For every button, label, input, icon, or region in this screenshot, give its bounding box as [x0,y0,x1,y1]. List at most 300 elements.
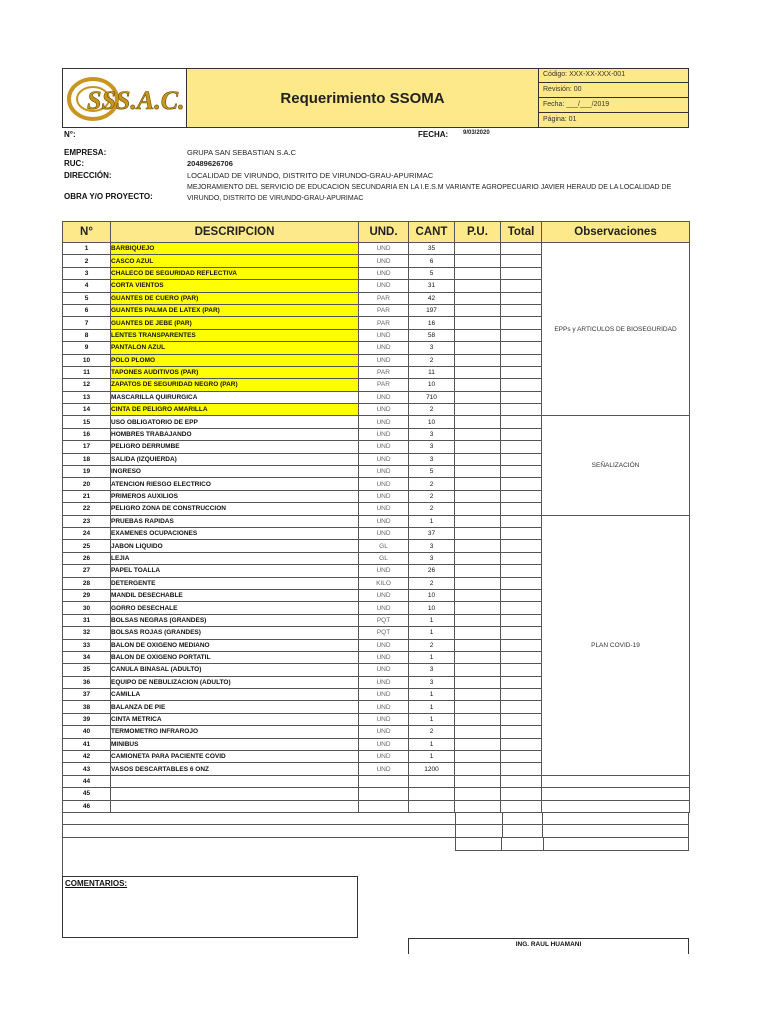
row-total [501,490,542,502]
row-unit-price [455,280,501,292]
row-unit: UND [359,280,409,292]
row-total [501,416,542,428]
row-unit-price [455,416,501,428]
row-quantity: 2 [409,503,455,515]
row-quantity: 197 [409,304,455,316]
row-description [111,800,359,812]
row-description: PELIGRO DERRUMBE [111,441,359,453]
row-total [501,391,542,403]
row-quantity: 26 [409,565,455,577]
table-row [63,515,690,527]
col-header-observations: Observaciones [542,222,690,243]
table-row [63,243,690,255]
company-logo [62,68,187,128]
row-description: PRUEBAS RAPIDAS [111,515,359,527]
row-description: ATENCION RIESGO ELECTRICO [111,478,359,490]
row-number: 16 [63,428,111,440]
row-unit: PQT [359,627,409,639]
ruc-value: 20489626706 [187,159,233,168]
row-total [501,540,542,552]
row-total [501,255,542,267]
signature-box [408,938,689,954]
requirements-table [62,221,690,813]
row-total [501,453,542,465]
row-description: PRIMEROS AUXILIOS [111,490,359,502]
row-unit-price [455,701,501,713]
row-quantity: 1 [409,701,455,713]
row-number: 32 [63,627,111,639]
row-number: 21 [63,490,111,502]
row-quantity: 3 [409,676,455,688]
fecha-label: FECHA: [418,130,449,139]
row-total [501,775,542,787]
row-quantity: 35 [409,243,455,255]
row-unit-price [455,577,501,589]
row-unit-price [455,391,501,403]
row-description [111,775,359,787]
row-number: 22 [63,503,111,515]
row-total [501,354,542,366]
row-quantity [409,775,455,787]
row-description: PANTALON AZUL [111,342,359,354]
row-quantity: 3 [409,540,455,552]
row-total [501,689,542,701]
row-unit-price [455,453,501,465]
row-quantity: 3 [409,552,455,564]
row-quantity: 16 [409,317,455,329]
table-row [63,800,690,812]
row-unit-price [455,552,501,564]
row-unit: UND [359,527,409,539]
row-total [501,639,542,651]
row-unit-price [455,478,501,490]
meta-page: Página: 01 [543,116,577,123]
row-unit: UND [359,589,409,601]
row-description: CORTA VIENTOS [111,280,359,292]
grand-total-cell [501,838,544,850]
row-total [501,751,542,763]
row-unit-price [455,466,501,478]
row-total [501,701,542,713]
row-unit: UND [359,490,409,502]
row-total [501,267,542,279]
row-quantity: 1 [409,627,455,639]
row-unit: UND [359,701,409,713]
row-number: 27 [63,565,111,577]
row-quantity: 6 [409,255,455,267]
row-unit-price [455,775,501,787]
row-total [501,292,542,304]
row-unit [359,788,409,800]
row-unit: GL [359,552,409,564]
row-quantity: 11 [409,366,455,378]
row-unit: PAR [359,317,409,329]
row-unit: UND [359,243,409,255]
row-unit-price [455,243,501,255]
row-unit-price [455,304,501,316]
row-unit-price [455,713,501,725]
row-description: BOLSAS ROJAS (GRANDES) [111,627,359,639]
row-unit: UND [359,354,409,366]
row-total [501,577,542,589]
row-unit-price [455,565,501,577]
row-number: 11 [63,366,111,378]
document-title: Requerimiento SSOMA [187,68,539,128]
row-number: 9 [63,342,111,354]
row-unit: UND [359,342,409,354]
row-unit-price [455,639,501,651]
row-total [501,589,542,601]
row-unit-price [455,788,501,800]
totals-row-1 [62,813,689,825]
row-description: ZAPATOS DE SEGURIDAD NEGRO (PAR) [111,379,359,391]
row-unit-price [455,354,501,366]
row-total [501,503,542,515]
row-number: 8 [63,329,111,341]
row-description: INGRESO [111,466,359,478]
row-unit-price [455,255,501,267]
row-description: MASCARILLA QUIRURGICA [111,391,359,403]
obra-value-line2: VIRUNDO, DISTRITO DE VIRUNDO-GRAU-APURIMAC [187,195,364,202]
row-number: 12 [63,379,111,391]
row-unit-price [455,379,501,391]
row-description [111,788,359,800]
table-row [63,788,690,800]
row-description: BALON DE OXIGENO MEDIANO [111,639,359,651]
row-quantity: 5 [409,466,455,478]
row-number: 28 [63,577,111,589]
row-unit: UND [359,453,409,465]
row-number: 5 [63,292,111,304]
row-unit: PAR [359,304,409,316]
row-unit: UND [359,639,409,651]
row-quantity: 2 [409,478,455,490]
row-unit: UND [359,664,409,676]
document-meta [539,68,689,128]
row-quantity: 10 [409,379,455,391]
row-description: GUANTES PALMA DE LATEX (PAR) [111,304,359,316]
row-number: 1 [63,243,111,255]
row-description: DETERGENTE [111,577,359,589]
row-unit-price [455,689,501,701]
row-observation [542,775,690,787]
totals-row-2 [62,825,689,838]
meta-code: Código: XXX-XX-XXX-001 [539,68,689,83]
row-unit-price [455,267,501,279]
empresa-label: EMPRESA: [64,148,107,157]
row-description: BALON DE OXIGENO PORTATIL [111,651,359,663]
row-quantity: 5 [409,267,455,279]
row-description: JABON LIQUIDO [111,540,359,552]
row-unit: PAR [359,292,409,304]
row-quantity: 3 [409,342,455,354]
row-quantity: 3 [409,428,455,440]
numero-label: N°: [64,130,76,139]
totals-pu-cell [455,813,503,824]
row-unit-price [455,800,501,812]
row-unit: UND [359,255,409,267]
row-total [501,428,542,440]
row-quantity: 3 [409,441,455,453]
row-number: 10 [63,354,111,366]
row-unit [359,800,409,812]
obra-value-line1: MEJORAMIENTO DEL SERVICIO DE EDUCACION SECUNDARIA EN LA I.E.S.M VARIANTE AGROPECUARIO JAVIER HERAUD DE LA LOCALIDAD DE [187,184,672,191]
row-quantity: 1200 [409,763,455,775]
row-unit: UND [359,428,409,440]
row-number: 15 [63,416,111,428]
table-body [63,243,690,813]
row-total [501,404,542,416]
row-description: BOLSAS NEGRAS (GRANDES) [111,614,359,626]
row-quantity: 1 [409,689,455,701]
row-unit: UND [359,503,409,515]
row-quantity: 1 [409,651,455,663]
row-unit-price [455,404,501,416]
row-number: 18 [63,453,111,465]
row-quantity: 2 [409,404,455,416]
col-header-unit: UND. [359,222,409,243]
row-number: 30 [63,602,111,614]
row-unit-price [455,738,501,750]
row-unit: UND [359,713,409,725]
fecha-value: 9/03/2020 [463,130,490,136]
row-unit-price [455,651,501,663]
row-unit-price [455,726,501,738]
direccion-label: DIRECCIÓN: [64,171,112,180]
row-description: CHALECO DE SEGURIDAD REFLECTIVA [111,267,359,279]
row-total [501,441,542,453]
row-number: 4 [63,280,111,292]
row-unit: PAR [359,366,409,378]
row-description: MANDIL DESECHABLE [111,589,359,601]
row-number: 42 [63,751,111,763]
row-total [501,304,542,316]
row-number: 24 [63,527,111,539]
row-unit-price [455,441,501,453]
left-border-line [62,838,63,876]
table-header-row [63,222,690,243]
row-unit-price [455,366,501,378]
col-header-number: N° [63,222,111,243]
row-unit: UND [359,404,409,416]
row-unit: GL [359,540,409,552]
row-unit-price [455,589,501,601]
row-description: BARBIQUEJO [111,243,359,255]
row-quantity: 10 [409,416,455,428]
row-quantity: 2 [409,490,455,502]
row-number: 6 [63,304,111,316]
row-unit-price [455,503,501,515]
row-unit: UND [359,416,409,428]
row-number: 25 [63,540,111,552]
row-quantity: 37 [409,527,455,539]
row-unit-price [455,540,501,552]
row-quantity: 1 [409,713,455,725]
row-total [501,565,542,577]
row-number: 38 [63,701,111,713]
totals-divider-2 [542,825,544,837]
row-unit: UND [359,466,409,478]
row-unit: UND [359,763,409,775]
obra-label: OBRA Y/O PROYECTO: [64,192,153,201]
row-total [501,366,542,378]
row-total [501,515,542,527]
row-unit: KILO [359,577,409,589]
row-unit-price [455,614,501,626]
row-number: 31 [63,614,111,626]
row-number: 3 [63,267,111,279]
row-observation: PLAN COVID-19 [542,515,690,775]
row-number: 26 [63,552,111,564]
col-header-unit-price: P.U. [455,222,501,243]
row-number: 44 [63,775,111,787]
row-total [501,627,542,639]
row-description: EXAMENES OCUPACIONES [111,527,359,539]
row-description: LENTES TRANSPARENTES [111,329,359,341]
row-unit: UND [359,391,409,403]
row-unit: UND [359,478,409,490]
totals-pu-cell-2 [455,825,503,837]
row-number: 29 [63,589,111,601]
row-observation [542,800,690,812]
meta-date: Fecha: ___/___/2019 [539,98,689,113]
row-total [501,738,542,750]
row-unit: UND [359,329,409,341]
row-number: 45 [63,788,111,800]
row-unit-price [455,428,501,440]
row-description: USO OBLIGATORIO DE EPP [111,416,359,428]
row-number: 36 [63,676,111,688]
table-row [63,416,690,428]
row-description: CAMIONETA PARA PACIENTE COVID [111,751,359,763]
row-unit-price [455,515,501,527]
row-description: HOMBRES TRABAJANDO [111,428,359,440]
row-total [501,788,542,800]
row-unit: UND [359,689,409,701]
row-quantity: 10 [409,589,455,601]
row-description: LEJIA [111,552,359,564]
row-quantity: 42 [409,292,455,304]
row-quantity: 2 [409,639,455,651]
row-number: 33 [63,639,111,651]
row-unit-price [455,292,501,304]
row-unit: UND [359,602,409,614]
row-description: GUANTES DE JEBE (PAR) [111,317,359,329]
direccion-value: LOCALIDAD DE VIRUNDO, DISTRITO DE VIRUNDO-GRAU-APURIMAC [187,171,434,180]
col-header-description: DESCRIPCION [111,222,359,243]
row-description: BALANZA DE PIE [111,701,359,713]
row-unit: UND [359,515,409,527]
ruc-label: RUC: [64,159,84,168]
comments-label: COMENTARIOS: [65,879,128,888]
row-description: CINTA DE PELIGRO AMARILLA [111,404,359,416]
row-quantity: 1 [409,515,455,527]
row-total [501,614,542,626]
totals-divider [542,813,544,824]
table-row [63,775,690,787]
row-unit: UND [359,738,409,750]
row-total [501,552,542,564]
col-header-total: Total [501,222,542,243]
logo-icon [63,69,186,127]
row-total [501,800,542,812]
row-unit: UND [359,726,409,738]
row-quantity: 1 [409,614,455,626]
row-unit-price [455,763,501,775]
row-total [501,527,542,539]
row-number: 17 [63,441,111,453]
row-number: 23 [63,515,111,527]
row-observation [542,788,690,800]
row-quantity: 1 [409,738,455,750]
row-total [501,317,542,329]
row-total [501,478,542,490]
row-unit: UND [359,565,409,577]
row-total [501,342,542,354]
row-quantity [409,800,455,812]
col-header-quantity: CANT [409,222,455,243]
row-quantity: 2 [409,726,455,738]
row-description: POLO PLOMO [111,354,359,366]
row-quantity: 710 [409,391,455,403]
row-observation: EPPs y ARTICULOS DE BIOSEGURIDAD [542,243,690,416]
row-number: 46 [63,800,111,812]
row-total [501,726,542,738]
row-unit-price [455,317,501,329]
row-number: 40 [63,726,111,738]
row-unit: UND [359,267,409,279]
row-description: GORRO DESECHALE [111,602,359,614]
row-total [501,664,542,676]
comments-box[interactable] [62,876,358,938]
row-unit-price [455,627,501,639]
row-unit-price [455,490,501,502]
row-description: CANULA BINASAL (ADULTO) [111,664,359,676]
row-unit-price [455,342,501,354]
row-number: 41 [63,738,111,750]
row-quantity: 10 [409,602,455,614]
row-quantity: 31 [409,280,455,292]
row-number: 37 [63,689,111,701]
row-quantity: 2 [409,354,455,366]
row-description: CAMILLA [111,689,359,701]
row-total [501,379,542,391]
row-description: GUANTES DE CUERO (PAR) [111,292,359,304]
row-quantity: 58 [409,329,455,341]
row-total [501,676,542,688]
row-number: 35 [63,664,111,676]
grand-total-row [455,838,689,851]
row-number: 19 [63,466,111,478]
row-unit [359,775,409,787]
row-number: 34 [63,651,111,663]
row-unit: UND [359,751,409,763]
row-number: 20 [63,478,111,490]
empresa-value: GRUPA SAN SEBASTIAN S.A.C [187,148,297,157]
row-number: 13 [63,391,111,403]
row-number: 14 [63,404,111,416]
logo-text: SSS.A.C. [87,86,185,115]
row-unit-price [455,602,501,614]
row-quantity: 1 [409,751,455,763]
row-total [501,329,542,341]
row-description: PAPEL TOALLA [111,565,359,577]
signature-name: ING. RAUL HUAMANI [515,941,582,948]
row-unit: UND [359,676,409,688]
row-description: TERMOMETRO INFRAROJO [111,726,359,738]
row-unit: UND [359,651,409,663]
row-quantity: 3 [409,453,455,465]
